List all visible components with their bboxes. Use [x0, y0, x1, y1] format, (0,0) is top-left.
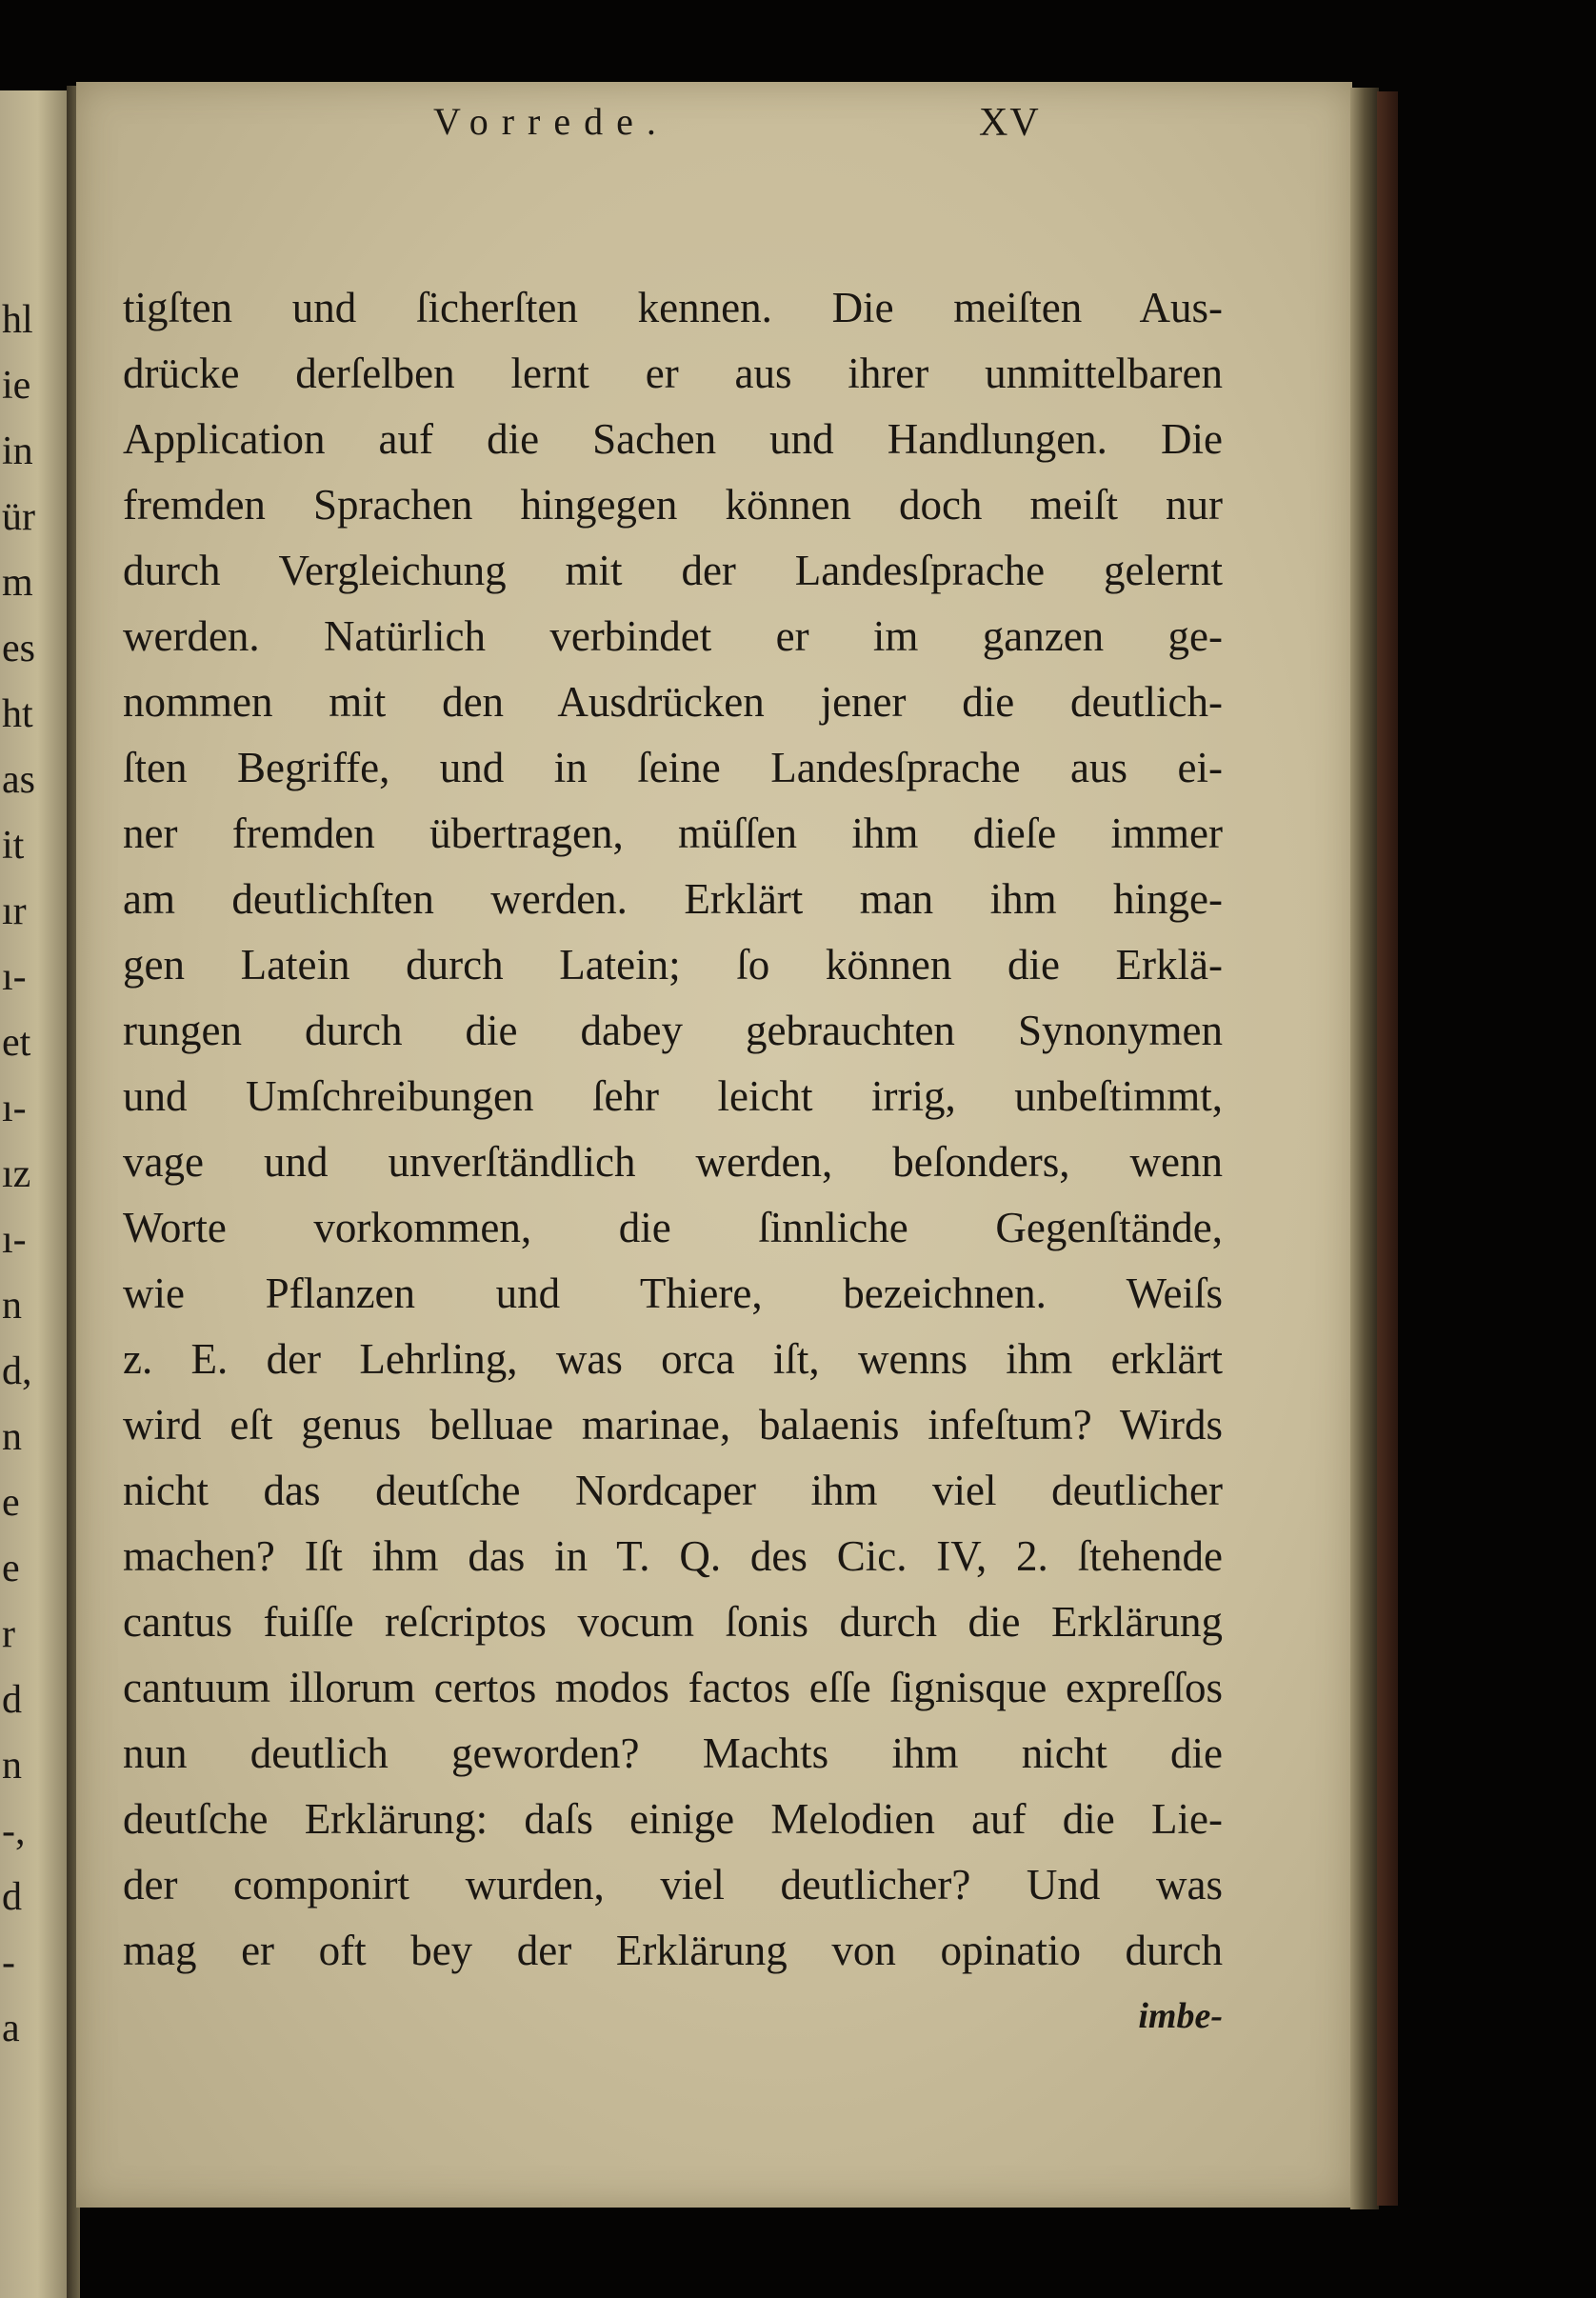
text-line: und Umſchreibungen ſehr leicht irrig, unbeſtimmt, — [123, 1072, 1223, 1120]
left-page-fragment: ız — [2, 1152, 31, 1196]
text-line: Application auf die Sachen und Handlungen. Die — [123, 415, 1223, 463]
left-page-fragment: e — [2, 1547, 20, 1590]
left-page-fragment: ı- — [2, 955, 27, 999]
text-line: mag er oft bey der Erklärung von opinatio durch — [123, 1927, 1223, 1974]
body-text — [123, 278, 1223, 2052]
left-page-fragment: et — [2, 1021, 31, 1065]
catchword: imbe- — [1138, 1996, 1223, 2036]
left-page-fragment: hl — [2, 298, 33, 342]
text-line: fremden Sprachen hingegen können doch meiſt nur — [123, 481, 1223, 529]
left-page-fragment: es — [2, 627, 35, 670]
text-line: am deutlichſten werden. Erklärt man ihm hinge- — [123, 875, 1223, 923]
left-page-fragments — [0, 90, 69, 2298]
text-line: tigſten und ſicherſten kennen. Die meiſten Aus- — [123, 284, 1223, 331]
text-line: Worte vorkommen, die ſinnliche Gegenſtände, — [123, 1204, 1223, 1251]
page-stack-edge — [1350, 88, 1379, 2209]
left-page-fragment: m — [2, 561, 33, 605]
left-page-fragment: d, — [2, 1349, 32, 1393]
text-line: wird eſt genus belluae marinae, balaenis infeſtum? Wirds — [123, 1401, 1223, 1449]
page-number: XV — [979, 101, 1041, 145]
text-line: ſten Begriffe, und in ſeine Landesſprache aus ei- — [123, 744, 1223, 791]
left-page-fragment: a — [2, 2007, 20, 2050]
right-page — [76, 82, 1352, 2208]
text-line: vage und unverſtändlich werden, beſonders, wenn — [123, 1138, 1223, 1186]
left-page-fragment: r — [2, 1612, 15, 1656]
left-page-fragment: ı- — [2, 1218, 27, 1262]
left-page-fragment: -, — [2, 1809, 26, 1853]
text-line: machen? Iſt ihm das in T. Q. des Cic. IV, 2. ſtehende — [123, 1532, 1223, 1580]
text-line: nommen mit den Ausdrücken jener die deutlich- — [123, 678, 1223, 726]
left-page-fragment: it — [2, 824, 25, 868]
left-page-fragment: as — [2, 758, 35, 802]
left-page-fragment: ht — [2, 692, 33, 736]
text-line: ner fremden übertragen, müſſen ihm dieſe immer — [123, 809, 1223, 857]
text-line: der componirt wurden, viel deutlicher? Und was — [123, 1861, 1223, 1908]
left-page-fragment: d — [2, 1678, 22, 1722]
left-page-fragment: ür — [2, 495, 35, 539]
running-title: Vorrede. — [433, 100, 669, 143]
left-facing-page — [0, 90, 69, 2298]
left-page-fragment: in — [2, 430, 33, 473]
text-line: z. E. der Lehrling, was orca iſt, wenns ihm erklärt — [123, 1335, 1223, 1383]
text-line: nun deutlich geworden? Machts ihm nicht die — [123, 1729, 1223, 1777]
left-page-fragment: n — [2, 1284, 22, 1328]
text-line: gen Latein durch Latein; ſo können die Erklä- — [123, 941, 1223, 989]
text-line: rungen durch die dabey gebrauchten Synonymen — [123, 1007, 1223, 1054]
text-line: cantus fuiſſe reſcriptos vocum ſonis durch die Erklärung — [123, 1598, 1223, 1646]
left-page-fragment: ır — [2, 889, 27, 933]
cover-edge — [1377, 91, 1398, 2206]
text-line: nicht das deutſche Nordcaper ihm viel deutlicher — [123, 1467, 1223, 1514]
left-page-fragment: - — [2, 1941, 15, 1985]
text-line: deutſche Erklärung: daſs einige Melodien auf die Lie- — [123, 1795, 1223, 1843]
left-page-fragment: n — [2, 1744, 22, 1788]
left-page-fragment: ie — [2, 364, 31, 408]
left-page-fragment: d — [2, 1875, 22, 1919]
left-page-fragment: e — [2, 1481, 20, 1525]
page-header — [76, 82, 1352, 177]
text-line: cantuum illorum certos modos factos eſſe ſignisque expreſſos — [123, 1664, 1223, 1711]
text-line: durch Vergleichung mit der Landesſprache gelernt — [123, 547, 1223, 594]
left-page-fragment: n — [2, 1415, 22, 1459]
text-line: drücke derſelben lernt er aus ihrer unmittelbaren — [123, 350, 1223, 397]
left-page-fragment: ı- — [2, 1087, 27, 1130]
text-line: wie Pflanzen und Thiere, bezeichnen. Weiſs — [123, 1269, 1223, 1317]
text-line: werden. Natürlich verbindet er im ganzen ge- — [123, 612, 1223, 660]
